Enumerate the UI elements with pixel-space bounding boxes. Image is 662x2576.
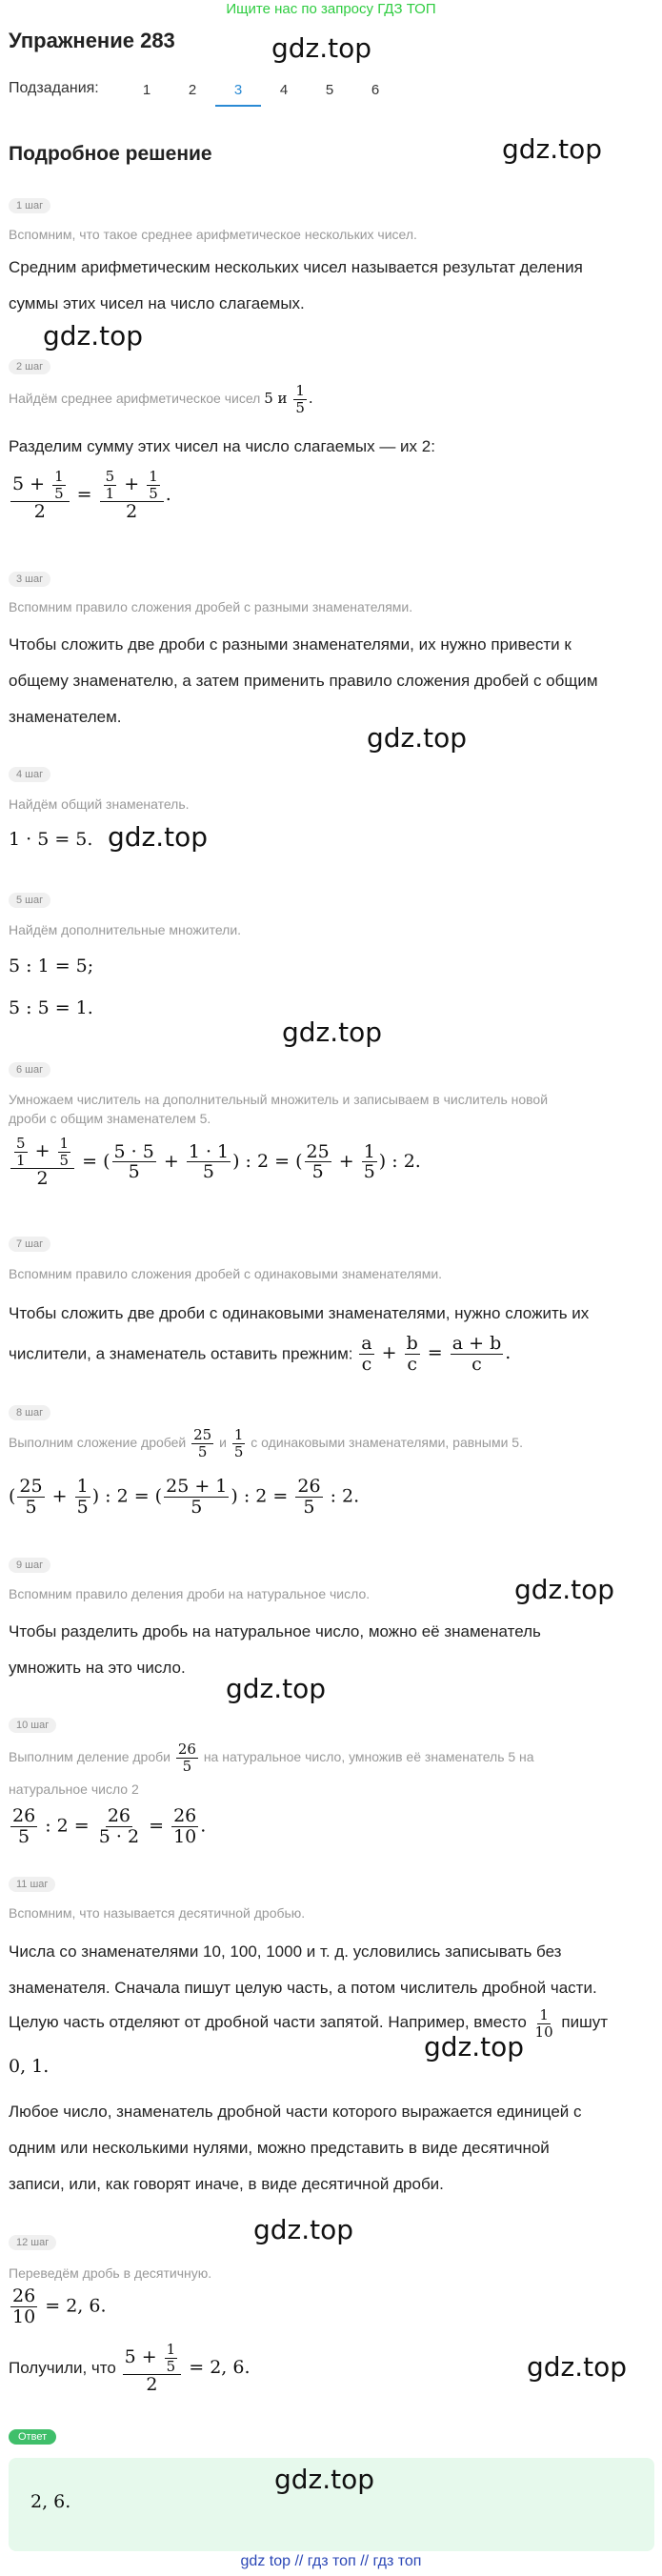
step-badge: 8 шаг bbox=[9, 1405, 50, 1420]
step-hint: Переведём дробь в десятичную. bbox=[9, 2265, 212, 2281]
formula: ( $\frac{25}{5}$ + $\frac{1}{5}$ ) : 2 = ( $\frac{25 + 1}{5}$ ) : 2 = $\frac{26}{5}$ : 2. bbox=[9, 1476, 360, 1518]
step-hint: Найдём общий знаменатель. bbox=[9, 796, 190, 812]
tab-subtask-4[interactable]: 4 bbox=[279, 82, 289, 98]
answer-value: 2, 6. bbox=[30, 2491, 71, 2512]
step-text: Числа со знаменателями 10, 100, 1000 и т. д. условились записывать без bbox=[9, 1942, 562, 1961]
rule-text: Получили, что bbox=[9, 2358, 116, 2377]
hint-text: и bbox=[219, 1435, 227, 1450]
step-text: Чтобы сложить две дроби с разными знаменателями, их нужно привести к bbox=[9, 635, 572, 654]
watermark: gdz.top bbox=[367, 722, 468, 754]
watermark: gdz.top bbox=[282, 1016, 383, 1048]
section-title: Подробное решение bbox=[9, 143, 212, 165]
step-text: Разделим сумму этих чисел на число слагаемых — их 2: bbox=[9, 437, 435, 455]
step-badge: 11 шаг bbox=[9, 1877, 55, 1892]
formula: 1 · 5 = 5. bbox=[9, 829, 93, 850]
step-text: Целую часть отделяют от дробной части запятой. Например, вместо $\frac{1}{10}$ пишут bbox=[9, 2006, 609, 2041]
answer-badge: Ответ bbox=[9, 2429, 56, 2445]
step-text: записи, или, как говорят иначе, в виде десятичной дроби. bbox=[9, 2175, 444, 2193]
hint-text: на натуральное число, умножив её знаменатель 5 на bbox=[203, 1749, 534, 1764]
step-text: суммы этих чисел на число слагаемых. bbox=[9, 294, 305, 312]
step-badge: 12 шаг bbox=[9, 2235, 56, 2250]
step-badge: 5 шаг bbox=[9, 893, 50, 908]
watermark: gdz.top bbox=[514, 1574, 615, 1605]
hint-text: с одинаковыми знаменателями, равными 5. bbox=[251, 1435, 523, 1450]
step-hint: натуральное число 2 bbox=[9, 1781, 139, 1797]
page-title: Упражнение 283 bbox=[9, 29, 175, 52]
rule-text: числители, а знаменатель оставить прежним: bbox=[9, 1344, 353, 1363]
subtasks-label: Подзадания: bbox=[9, 80, 99, 96]
formula: 5 + $\frac{1}{5}$ 2 = $\frac{5}{1}$ + $\frac{1}{5}$ 2 . bbox=[12, 468, 171, 522]
step-text: Чтобы разделить дробь на натуральное число, можно её знаменатель bbox=[9, 1622, 541, 1640]
watermark: gdz.top bbox=[502, 133, 603, 165]
watermark: gdz.top bbox=[253, 2214, 354, 2245]
formula-result: = 2, 6. bbox=[45, 2295, 107, 2317]
formula: $\frac{26}{5}$ : 2 = $\frac{26}{5 \cdot 2}$ = $\frac{26}{10}$ . bbox=[12, 1805, 207, 1847]
step-badge: 10 шаг bbox=[9, 1718, 56, 1733]
promo-banner[interactable]: Ищите нас по запросу ГДЗ ТОП bbox=[226, 1, 436, 17]
formula: 5 : 5 = 1. bbox=[9, 997, 93, 1018]
step-hint: Найдём среднее арифметическое чисел 5 и $\frac{1}{5}$ . bbox=[9, 382, 313, 416]
hint-text: Выполним сложение дробей bbox=[9, 1435, 187, 1450]
watermark: gdz.top bbox=[43, 320, 144, 352]
step-text: Получили, что 5 + $\frac{1}{5}$ 2 = 2, 6. bbox=[9, 2341, 251, 2395]
step-text: умножить на это число. bbox=[9, 1659, 186, 1677]
step-hint: Выполним деление дроби $\frac{26}{5}$ на натуральное число, умножив её знаменатель 5 на bbox=[9, 1741, 534, 1775]
hint-text: Выполним деление дроби bbox=[9, 1749, 171, 1764]
watermark: gdz.top bbox=[226, 1673, 327, 1704]
step-hint: Вспомним правило сложения дробей с одинаковыми знаменателями. bbox=[9, 1266, 443, 1281]
step-text: Любое число, знаменатель дробной части которого выражается единицей с bbox=[9, 2103, 582, 2121]
step-hint: Найдём дополнительные множители. bbox=[9, 922, 242, 937]
step-hint: Вспомним, что такое среднее арифметическое нескольких чисел. bbox=[9, 227, 417, 242]
rule-text: Целую часть отделяют от дробной части запятой. Например, вместо bbox=[9, 2013, 527, 2031]
tab-subtask-2[interactable]: 2 bbox=[188, 82, 197, 98]
formula: 5 : 1 = 5; bbox=[9, 956, 94, 976]
step-badge: 6 шаг bbox=[9, 1062, 50, 1077]
step-badge: 1 шаг bbox=[9, 198, 50, 213]
formula: $\frac{26}{10}$ = 2, 6. bbox=[12, 2285, 107, 2327]
step-badge: 2 шаг bbox=[9, 359, 50, 374]
step-hint: Выполним сложение дробей $\frac{25}{5}$ и $\frac{1}{5}$ с одинаковыми знаменателями, равными 5. bbox=[9, 1426, 523, 1460]
step-text: Средним арифметическим нескольких чисел называется результат деления bbox=[9, 258, 583, 276]
step-text: знаменателя. Сначала пишут целую часть, а потом числитель дробной части. bbox=[9, 1979, 597, 1997]
step-text: общему знаменателю, а затем применить правило сложения дробей с общим bbox=[9, 672, 598, 690]
watermark: gdz.top bbox=[527, 2351, 628, 2383]
step-text: числители, а знаменатель оставить прежним: $\frac{a}{c}$ + $\frac{b}{c}$ = $\frac{a + b}{c}$ . bbox=[9, 1333, 512, 1375]
watermark: gdz.top bbox=[424, 2031, 525, 2063]
step-hint: Вспомним, что называется десятичной дробью. bbox=[9, 1905, 306, 1921]
tab-subtask-1[interactable]: 1 bbox=[142, 82, 151, 98]
step-hint: Вспомним правило сложения дробей с разными знаменателями. bbox=[9, 599, 413, 614]
step-text: знаменателем. bbox=[9, 708, 122, 726]
hint-text: Найдём среднее арифметическое чисел bbox=[9, 391, 261, 406]
tab-subtask-3[interactable]: 3 bbox=[215, 76, 261, 107]
step-badge: 4 шаг bbox=[9, 767, 50, 782]
step-hint: Умножаем числитель на дополнительный множитель и записываем в числитель новой bbox=[9, 1092, 549, 1107]
step-text: одним или несколькими нулями, можно представить в виде десятичной bbox=[9, 2139, 550, 2157]
formula: 0, 1. bbox=[9, 2056, 50, 2077]
tab-subtask-5[interactable]: 5 bbox=[325, 82, 334, 98]
subtask-tabs bbox=[124, 76, 398, 107]
footer-links[interactable]: gdz top // гдз топ // гдз топ bbox=[240, 2553, 422, 2569]
step-text: Чтобы сложить две дроби с одинаковыми знаменателями, нужно сложить их bbox=[9, 1304, 590, 1322]
watermark: gdz.top bbox=[271, 32, 372, 64]
step-hint: Вспомним правило деления дроби на натуральное число. bbox=[9, 1586, 371, 1601]
step-badge: 7 шаг bbox=[9, 1237, 50, 1252]
watermark: gdz.top bbox=[274, 2464, 375, 2495]
step-hint: дроби с общим знаменателем 5. bbox=[9, 1111, 211, 1126]
tab-subtask-6[interactable]: 6 bbox=[371, 82, 380, 98]
rule-text: пишут bbox=[561, 2013, 609, 2031]
watermark: gdz.top bbox=[108, 821, 209, 853]
formula: $\frac{5}{1}$ + $\frac{1}{5}$ 2 = ( $\frac{5 \cdot 5}{5}$ + $\frac{1 \cdot 1}{5}$ ) : 2 = ( $\frac{25}{5}$ + $\frac{1}{5}$ ) : 2. bbox=[9, 1136, 421, 1189]
step-badge: 9 шаг bbox=[9, 1558, 50, 1573]
step-badge: 3 шаг bbox=[9, 572, 50, 587]
